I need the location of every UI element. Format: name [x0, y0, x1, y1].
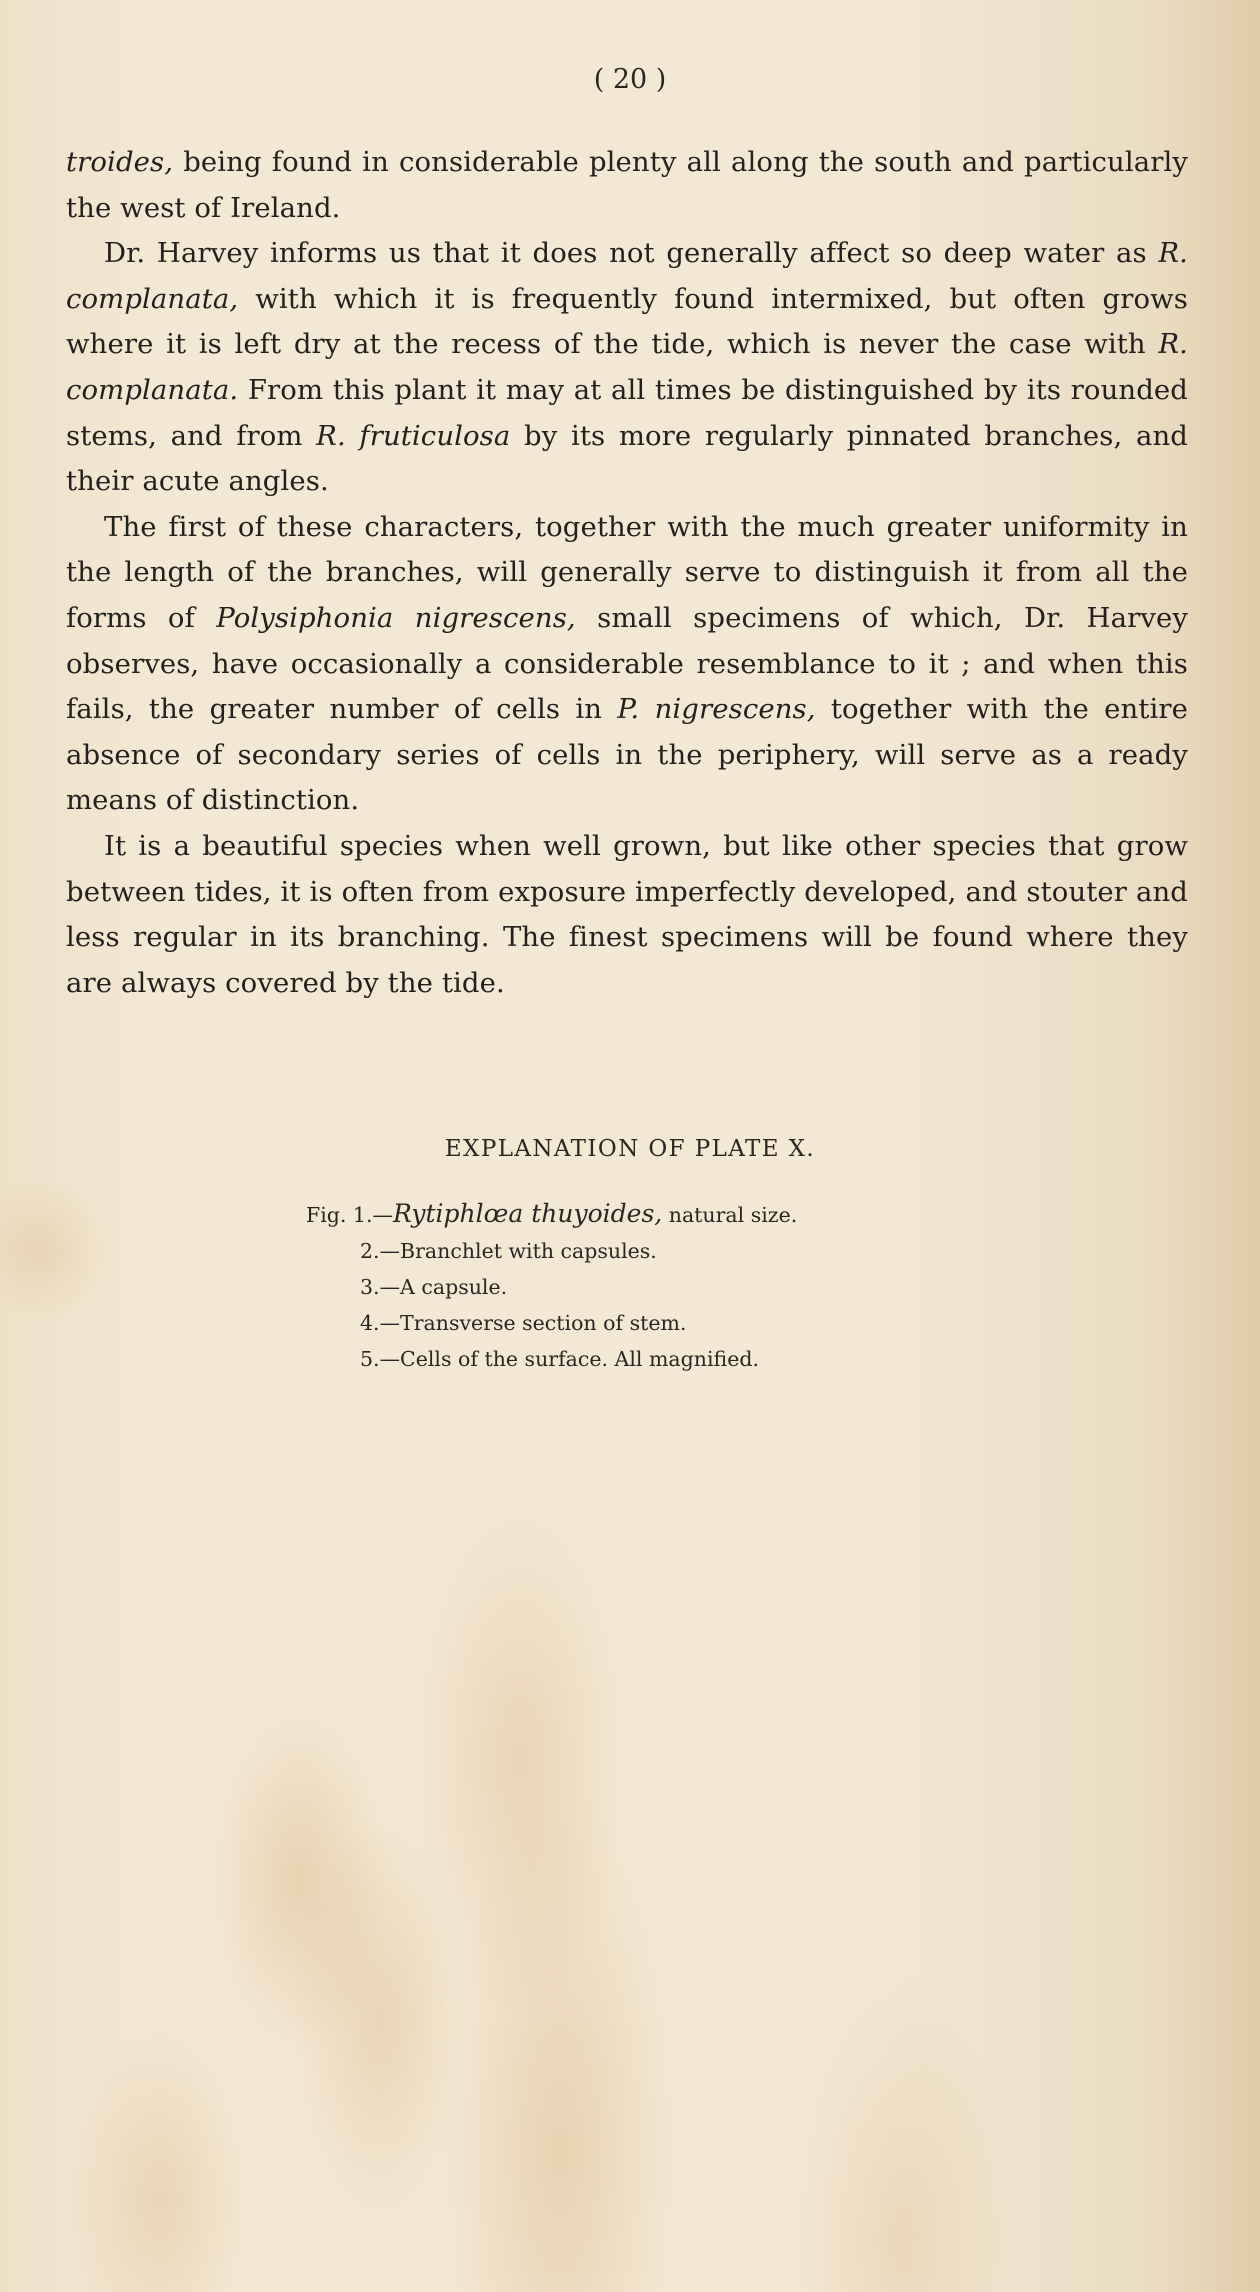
text-segment: by its more regularly pinnated branches, and their acute angles.	[66, 419, 1188, 498]
fig-item-4: 4.—Transverse section of stem.	[360, 1311, 687, 1335]
fig-1-prefix: Fig. 1.—	[306, 1203, 393, 1227]
paragraph	[66, 231, 1188, 505]
paragraph	[66, 824, 1188, 1006]
fig-1-species: Rytiphlœa thuyoides,	[393, 1199, 663, 1228]
italic-text-segment: troides,	[66, 146, 174, 178]
fig-1-suffix: natural size.	[662, 1203, 798, 1227]
plate-heading: EXPLANATION OF PLATE X.	[444, 1136, 816, 1162]
fig-item-3: 3.—A capsule.	[360, 1275, 508, 1299]
text-segment: It is a beautiful species when well grown, but like other species that grow between tides, it is often from exposure imperfectly developed, and stouter and less regular in its branching. The finest specimens will be found where they are always covered by the tide.	[66, 829, 1188, 999]
italic-text-segment: Polysiphonia nigrescens,	[216, 601, 576, 634]
body-text	[66, 140, 1188, 1006]
text-segment: with which it is frequently found intermixed, but often grows where it is left dry at the recess of the tide, which is never the case with	[66, 282, 1188, 361]
italic-text-segment: R. complanata,	[66, 237, 1188, 315]
text-segment: small specimens of which, Dr. Harvey observes, have occasionally a considerable resemblance to it ; and when this fails, the greater number of cells in	[66, 601, 1189, 726]
text-segment: Dr. Harvey informs us that it does not generally affect so deep water as	[104, 237, 1159, 270]
fig-item-1	[306, 1196, 1006, 1233]
text-segment: being found in considerable plenty all along the south and particularly the west of Ireland.	[66, 146, 1188, 224]
italic-text-segment: R. fruticulosa	[316, 419, 511, 452]
paragraph	[66, 140, 1188, 231]
figure-list	[306, 1196, 1006, 1377]
text-segment: From this plant it may at all times be distinguished by its rounded stems, and from	[66, 373, 1188, 452]
page-number: ( 20 )	[593, 64, 667, 95]
italic-text-segment: R. complanata.	[66, 328, 1188, 406]
fig-item-5: 5.—Cells of the surface. All magnified.	[360, 1347, 759, 1371]
fig-item-2: 2.—Branchlet with capsules.	[360, 1239, 657, 1263]
italic-text-segment: P. nigrescens,	[617, 693, 816, 726]
text-segment: The first of these characters, together with the much greater uniformity in the length of the branches, will generally serve to distinguish it from all the forms of	[66, 510, 1188, 634]
paragraph	[66, 505, 1188, 824]
text-segment: together with the entire absence of secondary series of cells in the periphery, will serve as a ready means of distinction.	[66, 693, 1188, 817]
